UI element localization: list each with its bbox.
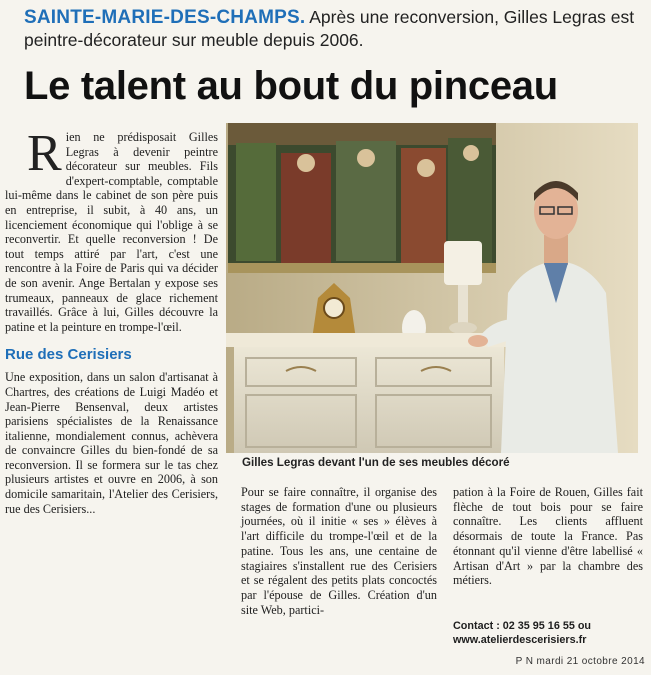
contact-website[interactable]: www.atelierdescerisiers.fr	[453, 634, 587, 646]
photo-caption: Gilles Legras devant l'un de ses meubles décoré	[242, 456, 510, 469]
article-paragraph-1: ien ne prédisposait Gilles Legras à devenir peintre décorateur sur meubles. Fils d'expert-comptable, comptable lui-même dans le cabinet de son père puis en entreprise, il subit, à 40 ans, un licenciement économique qui l'oblige à se reconvertir. Et quelle reconversion ! De tout temps attiré par l'art, c'est une rencontre à la Foire de Paris qui va décider de son avenir. Ange Bertalan y expose ses trumeaux, panneaux de glace richement travaillés. Grâce à lui, Gilles découvre la patine et la peinture en trompe-l'œil.	[5, 130, 218, 334]
article-column-3	[453, 485, 643, 588]
contact-phone: Contact : 02 35 95 16 55 ou	[453, 620, 592, 632]
painted-buffet	[226, 333, 511, 453]
subheading: Rue des Cerisiers	[5, 346, 132, 364]
page-footer: P N mardi 21 octobre 2014	[515, 656, 645, 667]
headline: Le talent au bout du pinceau	[24, 64, 558, 108]
photo-illustration	[226, 123, 638, 453]
drop-cap: R	[27, 125, 62, 182]
article-column-1	[5, 125, 218, 516]
place-name: SAINTE-MARIE-DES-CHAMPS.	[24, 7, 306, 28]
kicker	[24, 6, 644, 51]
kicker-text: Après une reconversion, Gilles Legras est peintre-décorateur sur meuble depuis 2006.	[24, 7, 635, 50]
contact-block	[453, 619, 643, 647]
article-column-2	[241, 485, 437, 617]
article-paragraph-2: Une exposition, dans un salon d'artisanat à Chartres, des créations de Luigi Madéo et Jean-Pierre Bensenval, deux artistes parisiens spécialistes de la Renaissance italienne, mondialement connus, achèvera de convaincre Gilles du bien-fondé de sa reconversion. Il se formera sur le tas chez plusieurs artistes et ouvre en 2006, à son domicile samaritain, l'Atelier des Cerisiers, rue des Cerisiers...	[5, 370, 218, 516]
article-photo	[226, 123, 638, 453]
article-paragraph-3: Pour se faire connaître, il organise des stages de formation d'une ou plusieurs journées, où il initie « ses » élèves à l'art difficile du trompe-l'œil et de la patine. Tous les ans, une centaine de stagiaires s'installent rue des Cerisiers et se régalent des petits plats concoctés par l'épouse de Gilles. Création d'un site Web, partici-	[241, 485, 437, 617]
article-paragraph-4: pation à la Foire de Rouen, Gilles fait flèche de tout bois pour se faire connaître. Les clients affluent désormais de toute la France. Pas étonnant qu'il vienne d'être labellisé « Artisan d'Art » par la chambre des métiers.	[453, 485, 643, 588]
